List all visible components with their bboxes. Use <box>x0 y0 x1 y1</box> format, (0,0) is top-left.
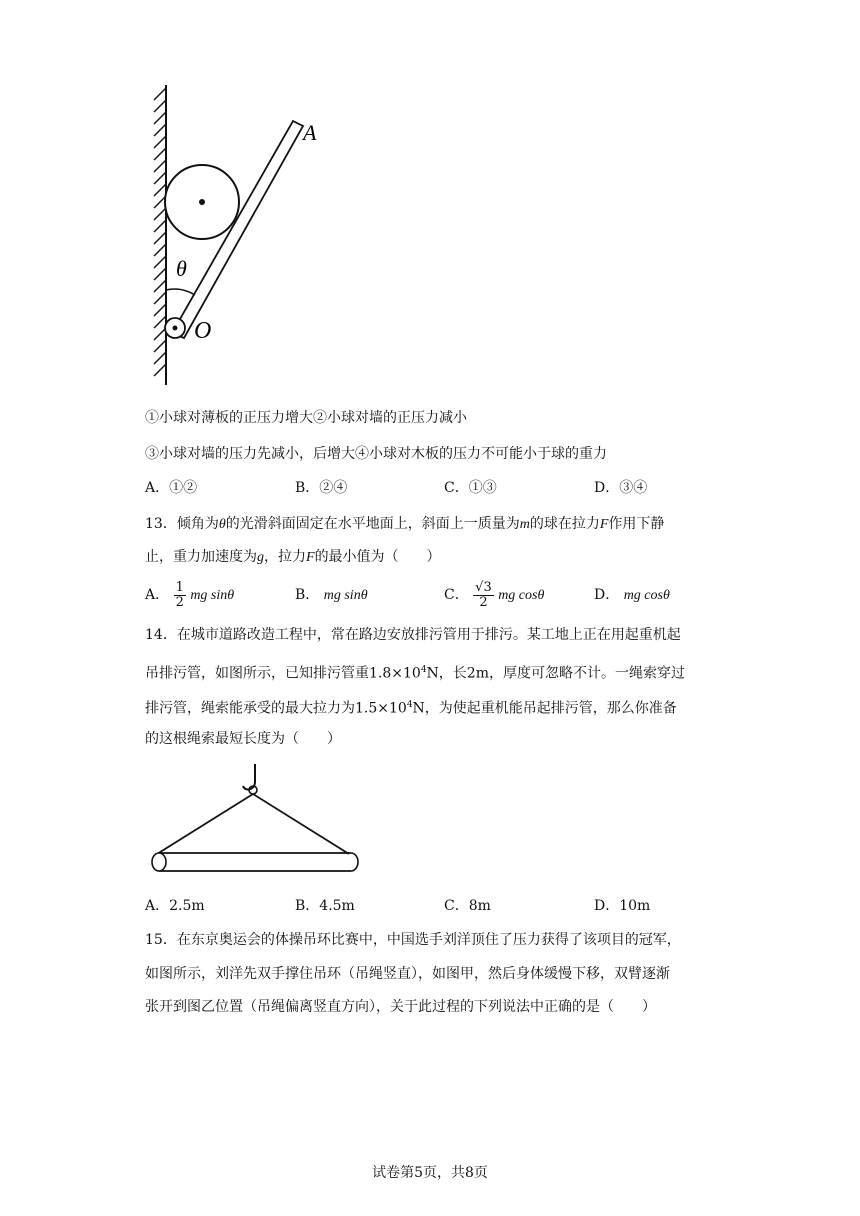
q15-stem-line2: 如图所示，刘洋先双手撑住吊环（吊绳竖直），如图甲，然后身体缓慢下移，双臂逐渐 <box>145 966 670 982</box>
option-text: ①③ <box>468 480 497 496</box>
wall-ball-board-figure <box>140 80 340 390</box>
q12-statements-line2: ③小球对墙的压力先减小，后增大④小球对木板的压力不可能小于球的重力 <box>145 446 607 462</box>
q14-option-b[interactable]: B．4.5m <box>295 898 355 914</box>
q12-option-d[interactable] <box>594 478 647 498</box>
page-footer: 试卷第5页，共8页 <box>372 1165 488 1181</box>
option-letter: D． <box>594 480 620 496</box>
q14-stem-line1: 14．在城市道路改造工程中，常在路边安放排污管用于排污。某工地上正在用起重机起 <box>145 627 681 643</box>
q14-option-a[interactable]: A．2.5m <box>145 898 205 914</box>
q12-statements-line1: ①小球对薄板的正压力增大②小球对墙的正压力减小 <box>145 410 467 426</box>
q12-option-a[interactable] <box>145 478 197 498</box>
q14-stem-line2: 吊排污管，如图所示，已知排污管重$1.8\times 10^4N$，长2m，厚度可忽略不计。一绳索穿过 <box>145 665 685 682</box>
q13-stem-line1: 13．倾角为θ的光滑斜面固定在水平地面上，斜面上一质量为m的球在拉力F作用下静 <box>145 516 665 532</box>
q12-option-c[interactable] <box>444 478 497 498</box>
q13-option-c[interactable]: C． $\frac{√3}{2}$ mg cosθ <box>444 579 545 610</box>
q12-option-b[interactable] <box>295 478 347 498</box>
label-theta: θ <box>176 256 187 281</box>
q13-option-a[interactable]: A． $\frac{1}{2}$ mg sinθ <box>145 579 235 610</box>
q14-stem-line4: 的这根绳索最短长度为（ ） <box>145 731 341 747</box>
q13-option-d[interactable]: D． mg cosθ <box>594 587 670 603</box>
q14-stem-line3: 排污管，绳索能承受的最大拉力为$1.5\times 10^4N$，为使起重机能吊起排污管，那么你准备 <box>145 700 677 717</box>
option-letter: A． <box>145 480 170 496</box>
label-A: A <box>303 120 317 145</box>
fraction-sqrt3-half: $\frac{√3}{2}$ <box>475 579 492 610</box>
option-letter: C． <box>444 480 469 496</box>
option-letter: B． <box>295 480 320 496</box>
q14-option-d[interactable]: D．10m <box>594 898 651 914</box>
fraction-one-half: $\frac{1}{2}$ <box>175 579 184 610</box>
label-O: O <box>194 318 212 344</box>
pipe-rope-hook-figure <box>145 760 365 880</box>
q13-option-b[interactable]: B． mg sinθ <box>295 587 368 603</box>
option-text: ①② <box>169 480 198 496</box>
q15-stem-line3: 张开到图乙位置（吊绳偏离竖直方向），关于此过程的下列说法中正确的是（ ） <box>145 999 656 1015</box>
q13-stem-line2: 止，重力加速度为g，拉力F的最小值为（ ） <box>145 549 441 565</box>
option-text: ②④ <box>319 480 348 496</box>
q15-stem-line1: 15．在东京奥运会的体操吊环比赛中，中国选手刘洋顶住了压力获得了该项目的冠军， <box>145 932 681 948</box>
option-text: ③④ <box>619 480 648 496</box>
q14-option-c[interactable]: C．8m <box>444 898 491 914</box>
